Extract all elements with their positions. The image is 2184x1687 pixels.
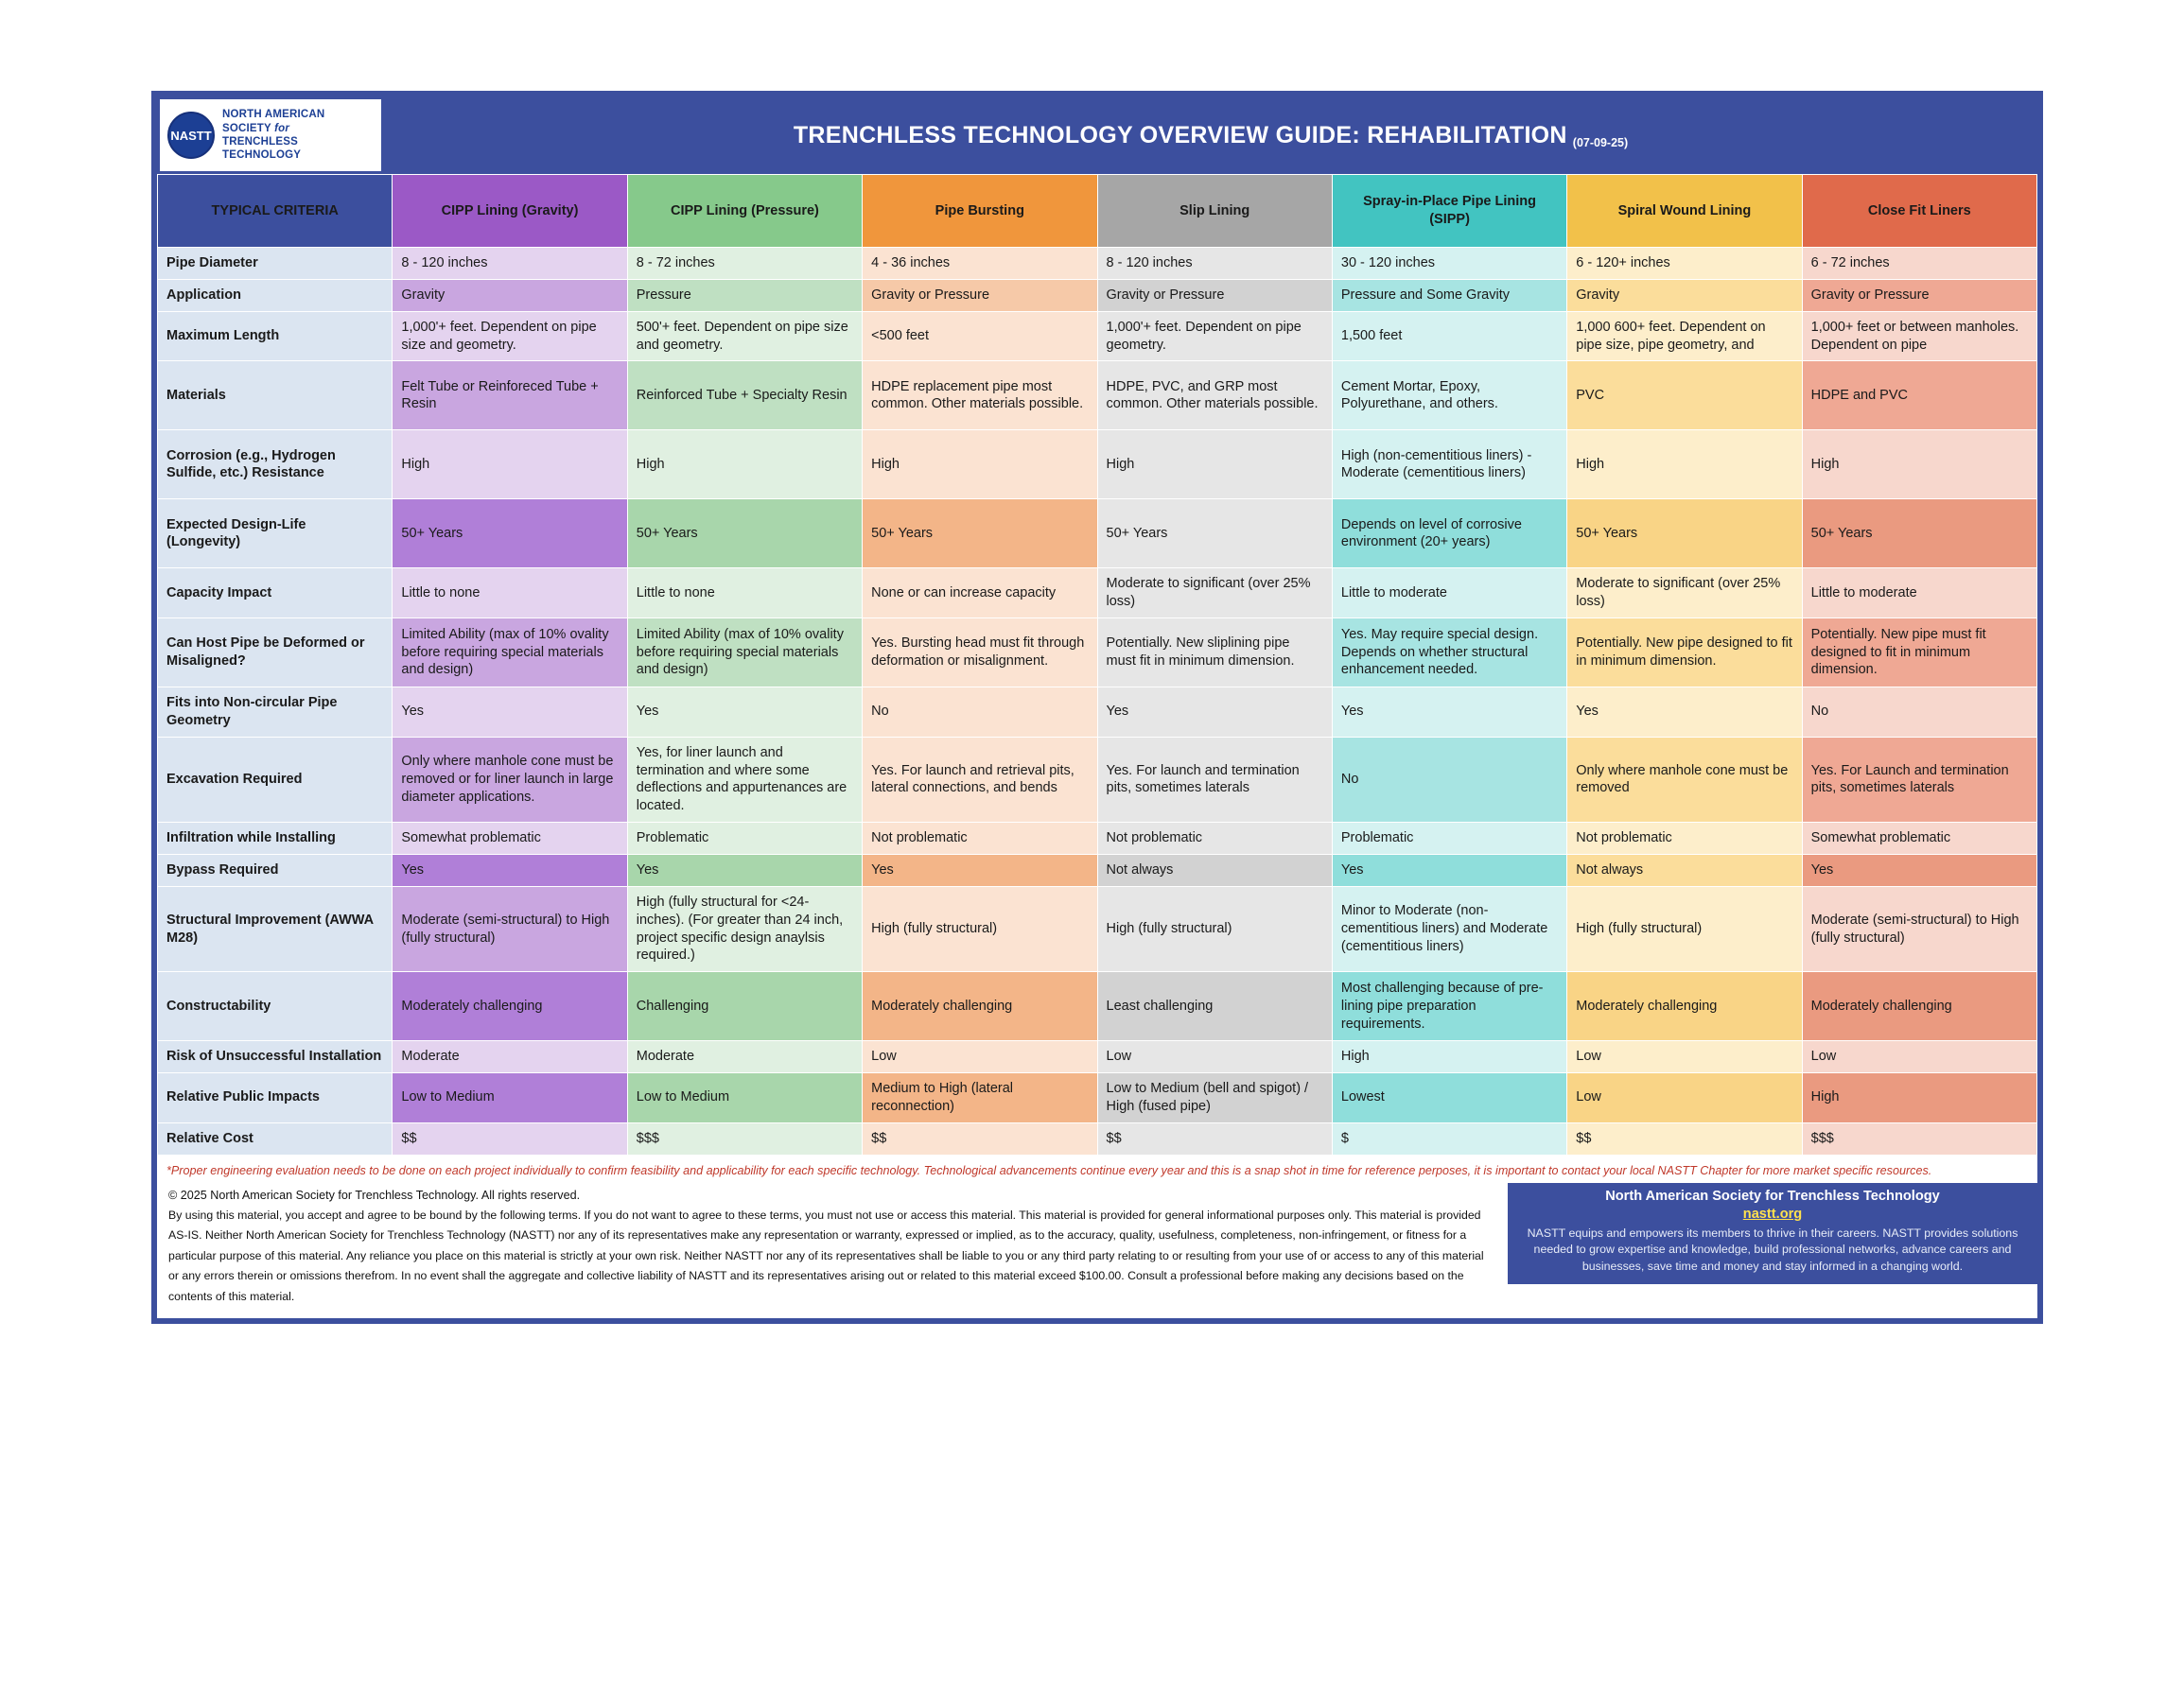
cell: High (fully structural)	[1097, 886, 1332, 971]
row-label-public-impacts: Relative Public Impacts	[158, 1073, 393, 1123]
comparison-table	[157, 174, 2037, 1156]
document-header	[157, 96, 2037, 174]
cell: Potentially. New sliplining pipe must fit in minimum dimension.	[1097, 618, 1332, 687]
promo-title: North American Society for Trenchless Technology	[1605, 1188, 1940, 1204]
cell: Gravity	[393, 279, 627, 311]
cell: Yes	[1332, 854, 1566, 886]
cell: Moderate (semi-structural) to High (fully structural)	[393, 886, 627, 971]
cell: Depends on level of corrosive environment (20+ years)	[1332, 499, 1566, 568]
cell: $$$	[627, 1122, 862, 1155]
copyright-line: © 2025 North American Society for Trenchless Technology. All rights reserved.	[168, 1188, 581, 1202]
cell: 50+ Years	[393, 499, 627, 568]
cell: $	[1332, 1122, 1566, 1155]
cell: Low	[1802, 1041, 2036, 1073]
cell: Low to Medium	[393, 1073, 627, 1123]
cell: Yes	[627, 854, 862, 886]
col-header-spiral-wound: Spiral Wound Lining	[1567, 175, 1802, 248]
cell: Least challenging	[1097, 972, 1332, 1041]
table-row	[158, 687, 2037, 738]
nastt-logo-mark: NASTT	[167, 112, 215, 159]
cell: Yes	[1802, 854, 2036, 886]
cell: High	[627, 430, 862, 499]
legal-text	[157, 1183, 1498, 1313]
row-label-risk-unsuccessful: Risk of Unsuccessful Installation	[158, 1041, 393, 1073]
row-label-host-pipe-deformed: Can Host Pipe be Deformed or Misaligned?	[158, 618, 393, 687]
table-body	[158, 248, 2037, 1156]
cell: High	[863, 430, 1097, 499]
logo-line2: TRENCHLESS TECHNOLOGY	[222, 136, 302, 162]
table-row	[158, 1041, 2037, 1073]
table-row	[158, 430, 2037, 499]
cell: None or can increase capacity	[863, 568, 1097, 618]
cell: Moderately challenging	[863, 972, 1097, 1041]
cell: Gravity	[1567, 279, 1802, 311]
row-label-maximum-length: Maximum Length	[158, 311, 393, 361]
table-row	[158, 279, 2037, 311]
row-label-bypass-required: Bypass Required	[158, 854, 393, 886]
cell: Not problematic	[1097, 823, 1332, 855]
row-label-infiltration: Infiltration while Installing	[158, 823, 393, 855]
cell: $$	[1567, 1122, 1802, 1155]
cell: 6 - 120+ inches	[1567, 248, 1802, 280]
cell: 30 - 120 inches	[1332, 248, 1566, 280]
cell: Cement Mortar, Epoxy, Polyurethane, and others.	[1332, 361, 1566, 430]
cell: Problematic	[1332, 823, 1566, 855]
table-row	[158, 568, 2037, 618]
cell: HDPE, PVC, and GRP most common. Other materials possible.	[1097, 361, 1332, 430]
promo-body: NASTT equips and empowers its members to thrive in their careers. NASTT provides solutions needed to grow expertise and knowledge, build professional networks, advance careers and businesses, save time and money and stay informed in a changing world.	[1527, 1226, 2018, 1273]
table-row	[158, 248, 2037, 280]
cell: 8 - 120 inches	[393, 248, 627, 280]
cell: Low	[1567, 1041, 1802, 1073]
cell: Little to none	[393, 568, 627, 618]
cell: High	[1567, 430, 1802, 499]
cell: Somewhat problematic	[393, 823, 627, 855]
cell: Potentially. New pipe must fit designed to fit in minimum dimension.	[1802, 618, 2036, 687]
table-row	[158, 1122, 2037, 1155]
col-header-criteria: TYPICAL CRITERIA	[158, 175, 393, 248]
nastt-website-link[interactable]: nastt.org	[1742, 1206, 1803, 1222]
cell: Moderate	[393, 1041, 627, 1073]
nastt-logo	[157, 96, 384, 174]
cell: Low	[863, 1041, 1097, 1073]
cell: Moderate (semi-structural) to High (fully structural)	[1802, 886, 2036, 971]
cell: Little to moderate	[1802, 568, 2036, 618]
page-title: TRENCHLESS TECHNOLOGY OVERVIEW GUIDE: REHABILITATION	[793, 121, 1567, 148]
cell: Yes. For launch and termination pits, sometimes laterals	[1097, 737, 1332, 822]
row-label-excavation-required: Excavation Required	[158, 737, 393, 822]
col-header-close-fit: Close Fit Liners	[1802, 175, 2036, 248]
row-label-constructability: Constructability	[158, 972, 393, 1041]
cell: Only where manhole cone must be removed	[1567, 737, 1802, 822]
table-row	[158, 737, 2037, 822]
cell: Yes, for liner launch and termination and where some deflections and appurtenances are located.	[627, 737, 862, 822]
cell: Gravity or Pressure	[863, 279, 1097, 311]
cell: 1,000 600+ feet. Dependent on pipe size, pipe geometry, and	[1567, 311, 1802, 361]
cell: Yes	[1332, 687, 1566, 738]
cell: 6 - 72 inches	[1802, 248, 2036, 280]
cell: 50+ Years	[863, 499, 1097, 568]
row-label-materials: Materials	[158, 361, 393, 430]
col-header-slip-lining: Slip Lining	[1097, 175, 1332, 248]
table-row	[158, 618, 2037, 687]
guide-frame	[151, 91, 2043, 1324]
table-row	[158, 361, 2037, 430]
cell: Potentially. New pipe designed to fit in minimum dimension.	[1567, 618, 1802, 687]
cell: Most challenging because of pre-lining pipe preparation requirements.	[1332, 972, 1566, 1041]
row-label-noncircular-geometry: Fits into Non-circular Pipe Geometry	[158, 687, 393, 738]
table-row	[158, 823, 2037, 855]
document-page	[151, 91, 2043, 1324]
cell: Somewhat problematic	[1802, 823, 2036, 855]
cell: 1,500 feet	[1332, 311, 1566, 361]
cell: $$	[863, 1122, 1097, 1155]
table-header-row	[158, 175, 2037, 248]
cell: Pressure and Some Gravity	[1332, 279, 1566, 311]
cell: High (non-cementitious liners) - Moderate (cementitious liners)	[1332, 430, 1566, 499]
table-row	[158, 1073, 2037, 1123]
cell: Low	[1567, 1073, 1802, 1123]
cell: High (fully structural for <24-inches). (For greater than 24 inch, project specific design anaylsis required.)	[627, 886, 862, 971]
cell: High (fully structural)	[863, 886, 1097, 971]
cell: High	[1802, 1073, 2036, 1123]
document-footer	[157, 1183, 2037, 1319]
revision-date: (07-09-25)	[1572, 135, 1629, 149]
cell: High	[393, 430, 627, 499]
cell: Yes	[393, 854, 627, 886]
cell: Problematic	[627, 823, 862, 855]
cell: 8 - 120 inches	[1097, 248, 1332, 280]
cell: No	[863, 687, 1097, 738]
cell: Yes. For launch and retrieval pits, lateral connections, and bends	[863, 737, 1097, 822]
cell: No	[1802, 687, 2036, 738]
cell: 1,000'+ feet. Dependent on pipe geometry.	[1097, 311, 1332, 361]
cell: Yes. Bursting head must fit through deformation or misalignment.	[863, 618, 1097, 687]
col-header-sipp: Spray-in-Place Pipe Lining (SIPP)	[1332, 175, 1566, 248]
cell: Little to moderate	[1332, 568, 1566, 618]
logo-for: for	[274, 122, 290, 134]
cell: Yes	[863, 854, 1097, 886]
table-row	[158, 499, 2037, 568]
row-label-design-life: Expected Design-Life (Longevity)	[158, 499, 393, 568]
cell: Only where manhole cone must be removed or for liner launch in large diameter applications.	[393, 737, 627, 822]
cell: PVC	[1567, 361, 1802, 430]
cell: Moderate	[627, 1041, 862, 1073]
footnote-disclaimer: *Proper engineering evaluation needs to be done on each project individually to confirm feasibility and applicability for each specific technology. Technological advancements continue every year and this is a snap shot in time for reference perposes, it is important to contact your local NASTT Chapter for more market specific resources.	[157, 1156, 2037, 1183]
col-header-cipp-pressure: CIPP Lining (Pressure)	[627, 175, 862, 248]
cell: Lowest	[1332, 1073, 1566, 1123]
row-label-structural-improvement: Structural Improvement (AWWA M28)	[158, 886, 393, 971]
cell: High (fully structural)	[1567, 886, 1802, 971]
cell: Limited Ability (max of 10% ovality before requiring special materials and design)	[393, 618, 627, 687]
cell: Not problematic	[863, 823, 1097, 855]
cell: No	[1332, 737, 1566, 822]
cell: $$	[393, 1122, 627, 1155]
cell: Not always	[1567, 854, 1802, 886]
cell: High	[1802, 430, 2036, 499]
logo-line1: NORTH AMERICAN SOCIETY	[222, 109, 325, 134]
cell: Medium to High (lateral reconnection)	[863, 1073, 1097, 1123]
cell: Little to none	[627, 568, 862, 618]
cell: 50+ Years	[627, 499, 862, 568]
col-header-pipe-bursting: Pipe Bursting	[863, 175, 1097, 248]
cell: HDPE and PVC	[1802, 361, 2036, 430]
col-header-cipp-gravity: CIPP Lining (Gravity)	[393, 175, 627, 248]
promo-panel	[1508, 1183, 2037, 1284]
cell: Challenging	[627, 972, 862, 1041]
cell: 500'+ feet. Dependent on pipe size and geometry.	[627, 311, 862, 361]
cell: $$	[1097, 1122, 1332, 1155]
cell: Moderately challenging	[393, 972, 627, 1041]
nastt-logo-text	[222, 108, 374, 163]
cell: 50+ Years	[1802, 499, 2036, 568]
cell: Not always	[1097, 854, 1332, 886]
row-label-capacity-impact: Capacity Impact	[158, 568, 393, 618]
cell: Moderate to significant (over 25% loss)	[1567, 568, 1802, 618]
cell: Pressure	[627, 279, 862, 311]
cell: Minor to Moderate (non-cementitious liners) and Moderate (cementitious liners)	[1332, 886, 1566, 971]
table-row	[158, 972, 2037, 1041]
cell: Gravity or Pressure	[1097, 279, 1332, 311]
row-label-relative-cost: Relative Cost	[158, 1122, 393, 1155]
cell: Moderate to significant (over 25% loss)	[1097, 568, 1332, 618]
cell: Low	[1097, 1041, 1332, 1073]
cell: Not problematic	[1567, 823, 1802, 855]
terms-paragraph: By using this material, you accept and agree to be bound by the following terms. If you do not want to agree to these terms, you must not use or access this material. This material is provided for general informational purposes only. This material is provided AS-IS. Neither North American Society for Trenchless Technology (NASTT) nor any of its representatives make any representation or warranty, expressed or implied, as to the accuracy, quality, usefulness, completeness, non-infringement, or fitness for a particular purpose of this material. Any reliance you place on this material is strictly at your own risk. Neither NASTT nor any of its representatives shall be liable to you or any third party relating to or resulting from your use of or access to any of this material or any errors therein or omissions therefrom. In no event shall the aggregate and collective liability of NASTT and its representatives arising out or related to this material exceed $100.00. Consult a professional before making any decisions based on the contents of this material.	[168, 1208, 1484, 1303]
cell: 8 - 72 inches	[627, 248, 862, 280]
cell: Moderately challenging	[1567, 972, 1802, 1041]
cell: $$$	[1802, 1122, 2036, 1155]
cell: Gravity or Pressure	[1802, 279, 2036, 311]
cell: High	[1097, 430, 1332, 499]
cell: Reinforced Tube + Specialty Resin	[627, 361, 862, 430]
cell: <500 feet	[863, 311, 1097, 361]
cell: Yes	[393, 687, 627, 738]
header-title-wrap	[384, 96, 2037, 174]
cell: HDPE replacement pipe most common. Other materials possible.	[863, 361, 1097, 430]
cell: Yes	[627, 687, 862, 738]
table-row	[158, 854, 2037, 886]
cell: 50+ Years	[1097, 499, 1332, 568]
row-label-corrosion-resistance: Corrosion (e.g., Hydrogen Sulfide, etc.) Resistance	[158, 430, 393, 499]
cell: Limited Ability (max of 10% ovality before requiring special materials and design)	[627, 618, 862, 687]
cell: Low to Medium	[627, 1073, 862, 1123]
cell: Yes. May require special design. Depends on whether structural enhancement needed.	[1332, 618, 1566, 687]
row-label-pipe-diameter: Pipe Diameter	[158, 248, 393, 280]
table-row	[158, 886, 2037, 971]
cell: 1,000+ feet or between manholes. Dependent on pipe	[1802, 311, 2036, 361]
table-head	[158, 175, 2037, 248]
cell: 50+ Years	[1567, 499, 1802, 568]
cell: Moderately challenging	[1802, 972, 2036, 1041]
cell: 4 - 36 inches	[863, 248, 1097, 280]
row-label-application: Application	[158, 279, 393, 311]
cell: Yes	[1097, 687, 1332, 738]
cell: Low to Medium (bell and spigot) / High (fused pipe)	[1097, 1073, 1332, 1123]
cell: High	[1332, 1041, 1566, 1073]
cell: Yes. For Launch and termination pits, sometimes laterals	[1802, 737, 2036, 822]
cell: Yes	[1567, 687, 1802, 738]
cell: Felt Tube or Reinforeced Tube + Resin	[393, 361, 627, 430]
table-row	[158, 311, 2037, 361]
cell: 1,000'+ feet. Dependent on pipe size and geometry.	[393, 311, 627, 361]
